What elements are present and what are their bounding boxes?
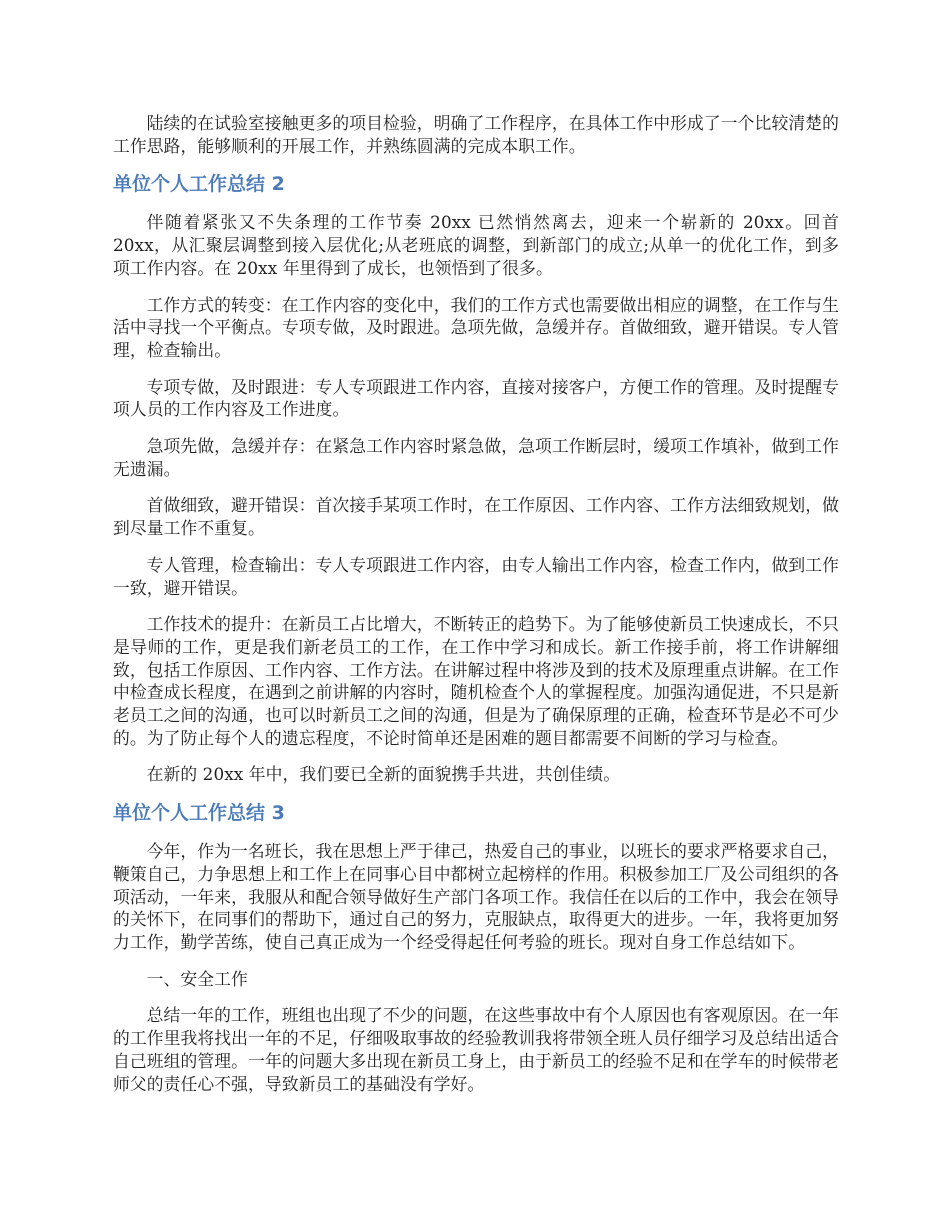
paragraph: 专人管理，检查输出：专人专项跟进工作内容，由专人输出工作内容，检查工作内，做到工作一致，避开错误。 <box>113 554 839 598</box>
paragraph: 伴随着紧张又不失条理的工作节奏 20xx 已然悄然离去，迎来一个崭新的 20xx。回首 20xx，从汇聚层调整到接入层优化;从老班底的调整，到新部门的成立;从单一的优化工作，到多项工作内容。在 20xx 年里得到了成长，也领悟到了很多。 <box>113 212 839 278</box>
paragraph: 工作方式的转变：在工作内容的变化中，我们的工作方式也需要做出相应的调整，在工作与生活中寻找一个平衡点。专项专做，及时跟进。急项先做，急缓并存。首做细致，避开错误。专人管理，检查输出。 <box>113 294 839 360</box>
paragraph: 今年，作为一名班长，我在思想上严于律己，热爱自己的事业，以班长的要求严格要求自己，鞭策自己，力争思想上和工作上在同事心目中都树立起榜样的作用。积极参加工厂及公司组织的各项活动，一年来，我服从和配合领导做好生产部门各项工作。我信任在以后的工作中，我会在领导的关怀下，在同事们的帮助下，通过自己的努力，克服缺点，取得更大的进步。一年，我将更加努力工作，勤学苦练，使自己真正成为一个经受得起任何考验的班长。现对自身工作总结如下。 <box>113 841 839 952</box>
paragraph: 总结一年的工作，班组也出现了不少的问题，在这些事故中有个人原因也有客观原因。在一年的工作里我将找出一年的不足，仔细吸取事故的经验教训我将带领全班人员仔细学习及总结出适合自己班组的管理。一年的问题大多出现在新员工身上，由于新员工的经验不足和在学车的时候带老师父的责任心不强，导致新员工的基础没有学好。 <box>113 1005 839 1094</box>
paragraph-intro: 陆续的在试验室接触更多的项目检验，明确了工作程序，在具体工作中形成了一个比较清楚的工作思路，能够顺利的开展工作，并熟练圆满的完成本职工作。 <box>113 113 839 156</box>
section-heading-2: 单位个人工作总结 2 <box>113 173 285 196</box>
paragraph: 急项先做，急缓并存：在紧急工作内容时紧急做，急项工作断层时，缓项工作填补，做到工作无遗漏。 <box>113 436 839 479</box>
paragraph: 在新的 20xx 年中，我们要已全新的面貌携手共进，共创佳绩。 <box>146 764 621 785</box>
paragraph: 专项专做，及时跟进：专人专项跟进工作内容，直接对接客户，方便工作的管理。及时提醒专项人员的工作内容及工作进度。 <box>113 376 839 420</box>
document-page <box>113 112 839 1109</box>
paragraph: 工作技术的提升：在新员工占比增大，不断转正的趋势下。为了能够使新员工快速成长，不只是导师的工作，更是我们新老员工的工作，在工作中学习和成长。新工作接手前，将工作讲解细致，包括工作原因、工作内容、工作方法。在讲解过程中将涉及到的技术及原理重点讲解。在工作中检查成长程度，在遇到之前讲解的内容时，随机检查个人的掌握程度。加强沟通促进，不只是新老员工之间的沟通，也可以时新员工之间的沟通，但是为了确保原理的正确，检查环节是必不可少的。为了防止每个人的遗忘程度，不论时简单还是困难的题目都需要不间断的学习与检查。 <box>113 614 839 748</box>
section-heading-3: 单位个人工作总结 3 <box>113 802 285 825</box>
subheading-safety: 一、安全工作 <box>146 968 248 989</box>
paragraph: 首做细致，避开错误：首次接手某项工作时，在工作原因、工作内容、工作方法细致规划，做到尽量工作不重复。 <box>113 495 839 539</box>
